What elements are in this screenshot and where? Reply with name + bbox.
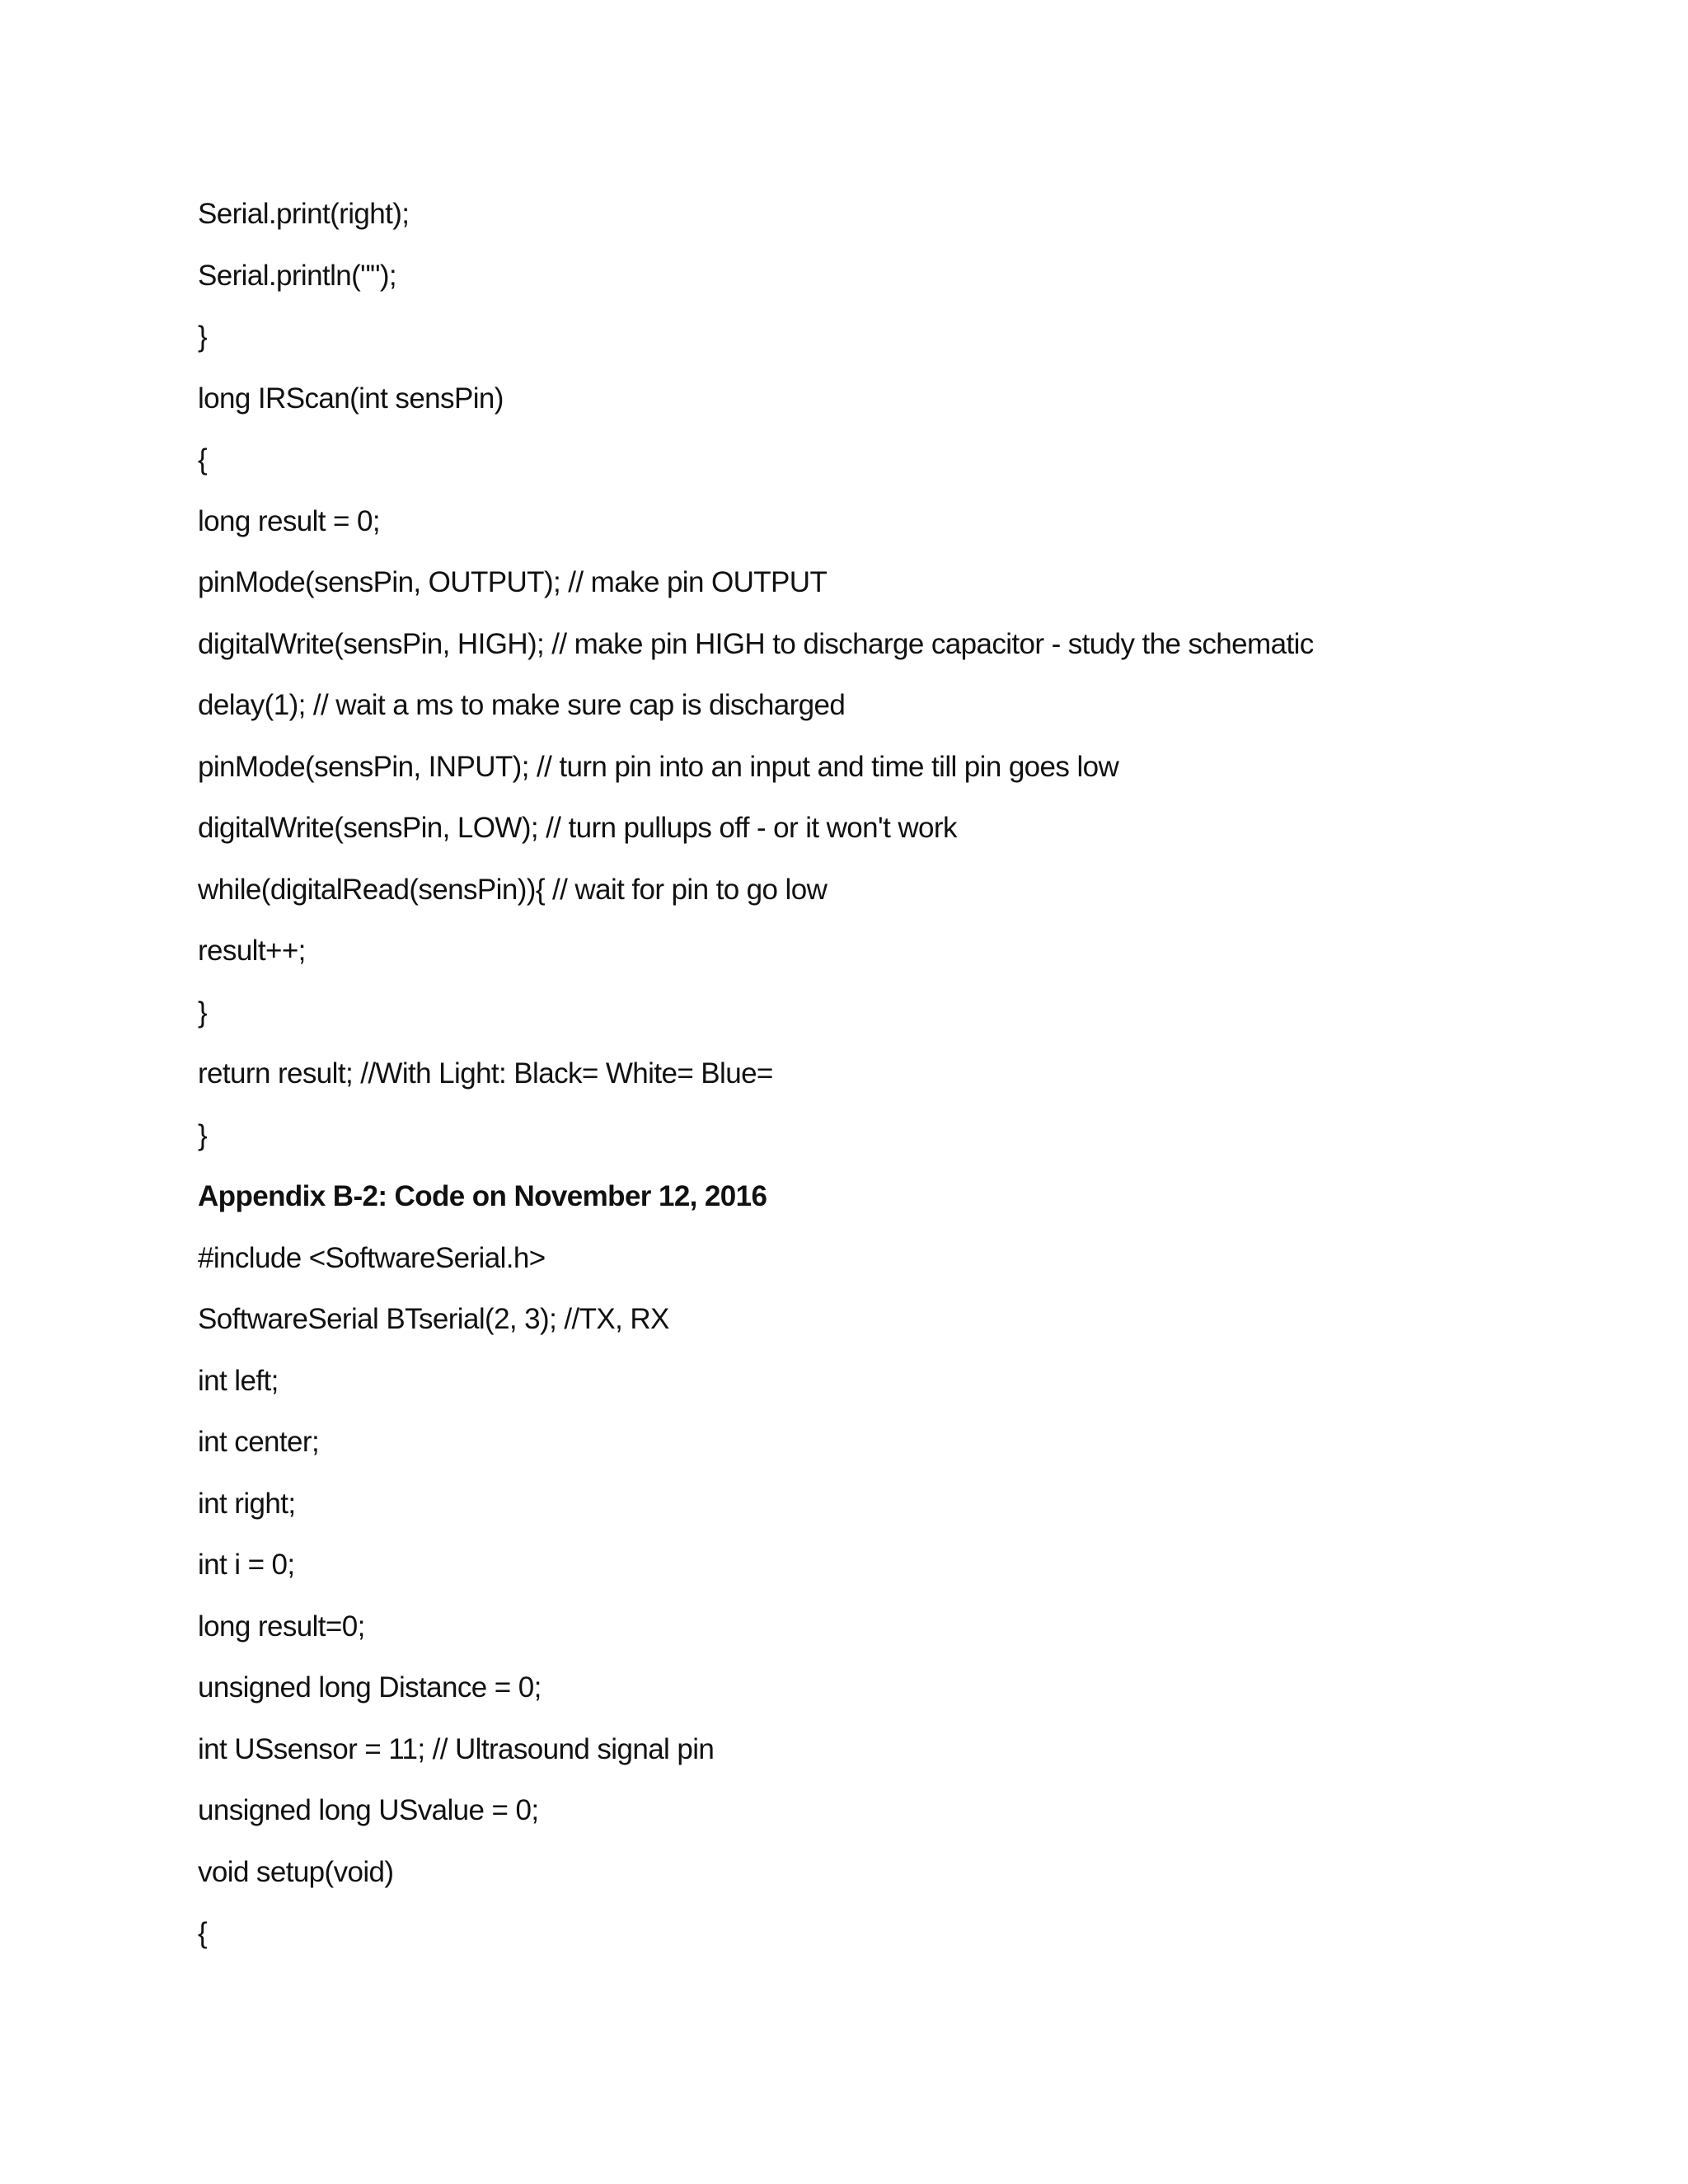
code-line: pinMode(sensPin, OUTPUT); // make pin OUTPUT xyxy=(198,566,828,598)
code-line: #include <SoftwareSerial.h> xyxy=(198,1241,546,1274)
section-heading: Appendix B-2: Code on November 12, 2016 xyxy=(198,1180,767,1212)
code-line: long IRScan(int sensPin) xyxy=(198,382,504,415)
code-line: long result=0; xyxy=(198,1610,365,1643)
code-line: Serial.print(right); xyxy=(198,198,410,230)
code-line: unsigned long USvalue = 0; xyxy=(198,1794,539,1826)
code-line: long result = 0; xyxy=(198,504,380,537)
code-line: digitalWrite(sensPin, HIGH); // make pin HIGH to discharge capacitor - study the schematic xyxy=(198,627,1314,660)
code-line: void setup(void) xyxy=(198,1855,394,1888)
code-line: digitalWrite(sensPin, LOW); // turn pullups off - or it won't work xyxy=(198,812,957,844)
code-line: while(digitalRead(sensPin)){ // wait for pin to go low xyxy=(198,873,828,906)
code-line: int i = 0; xyxy=(198,1549,295,1581)
code-line: unsigned long Distance = 0; xyxy=(198,1671,542,1704)
code-line: } xyxy=(198,321,208,353)
code-line: int right; xyxy=(198,1487,296,1520)
code-line: } xyxy=(198,996,208,1029)
code-line: Serial.println(""); xyxy=(198,259,397,292)
code-line: result++; xyxy=(198,935,306,967)
code-line: { xyxy=(198,443,208,476)
code-line: SoftwareSerial BTserial(2, 3); //TX, RX xyxy=(198,1303,669,1335)
code-line: } xyxy=(198,1118,208,1151)
code-listing xyxy=(198,194,1599,1975)
code-line: pinMode(sensPin, INPUT); // turn pin into an input and time till pin goes low xyxy=(198,750,1119,783)
code-line: int left; xyxy=(198,1364,279,1397)
code-line: int center; xyxy=(198,1426,320,1458)
code-line: { xyxy=(198,1917,208,1949)
code-line: return result; //With Light: Black= White= Blue= xyxy=(198,1057,773,1090)
code-line: int USsensor = 11; // Ultrasound signal pin xyxy=(198,1732,715,1765)
code-line: delay(1); // wait a ms to make sure cap is discharged xyxy=(198,689,846,721)
